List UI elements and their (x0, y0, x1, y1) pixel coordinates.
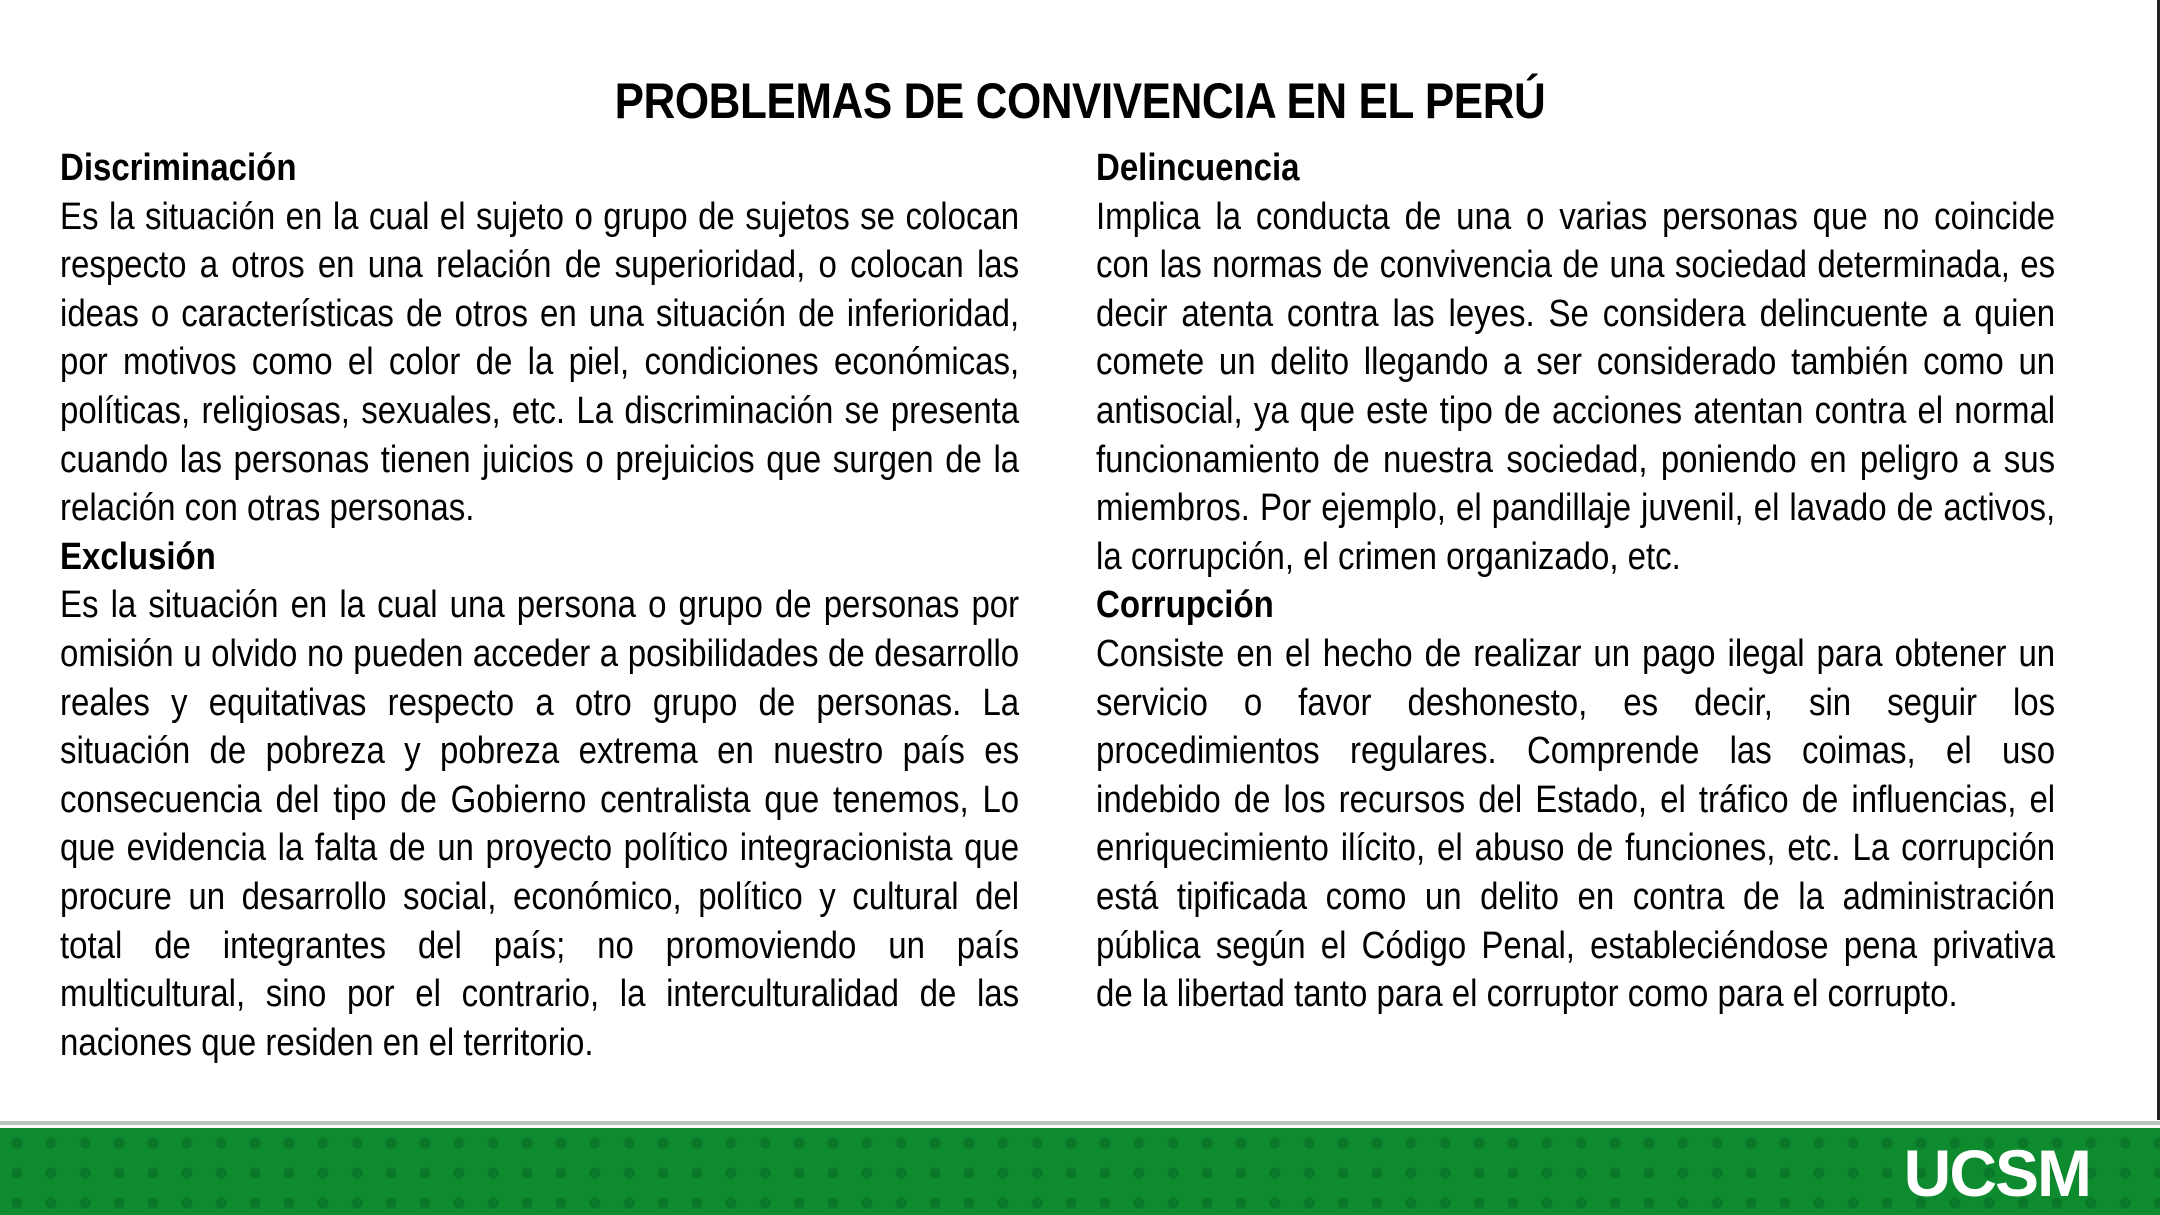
section-text-corrupcion: Consiste en el hecho de realizar un pago ilegal para obtener un servicio o favor deshonesto, es decir, sin seguir los procedimientos regulares. Comprende las coimas, el uso indebido de los recursos del Estado, el tráfico de influencias, el enriquecimiento ilícito, el abuso de funciones, etc. La corrupción está tipificada como un delito en contra de la administración pública según el Código Penal, estableciéndose pena privativa de la libertad tanto para el corruptor como para el corrupto. (1096, 632, 2056, 1016)
left-column (60, 144, 1019, 1067)
page-title: PROBLEMAS DE CONVIVENCIA EN EL PERÚ (614, 73, 1546, 129)
right-column (1096, 144, 2055, 1019)
section-heading-exclusion: Exclusión (60, 535, 216, 578)
section-text-discriminacion: Es la situación en la cual el sujeto o grupo de sujetos se colocan respecto a otros en una relación de superioridad, o colocan las ideas o características de otros en una situación de inferioridad, por motivos como el color de la piel, condiciones económicas, políticas, religiosas, sexuales, etc. La discriminación se presenta cuando las personas tienen juicios o prejuicios que surgen de la relación con otras personas. (60, 195, 1020, 530)
section-text-exclusion: Es la situación en la cual una persona o grupo de personas por omisión u olvido no pueden acceder a posibilidades de desarrollo reales y equitativas respecto a otro grupo de personas. La situación de pobreza y pobreza extrema en nuestro país es consecuencia del tipo de Gobierno centralista que tenemos, Lo que evidencia la falta de un proyecto político integracionista que procure un desarrollo social, económico, político y cultural del total de integrantes del país; no promoviendo un país multicultural, sino por el contrario, la interculturalidad de las naciones que residen en el territorio. (60, 584, 1020, 1064)
section-heading-delincuencia: Delincuencia (1096, 147, 1300, 189)
section-heading-discriminacion: Discriminación (60, 147, 297, 189)
section-heading-corrupcion: Corrupción (1096, 584, 1274, 627)
section-text-delincuencia: Implica la conducta de una o varias personas que no coincide con las normas de convivencia de una sociedad determinada, es decir atenta contra las leyes. Se considera delincuente a quien comete un delito llegando a ser considerado también como un antisocial, ya que este tipo de acciones atentan contra el normal funcionamiento de nuestra sociedad, poniendo en peligro a sus miembros. Por ejemplo, el pandillaje juvenil, el lavado de activos, la corrupción, el crimen organizado, etc. (1096, 195, 2056, 578)
footer-band (0, 1128, 2160, 1215)
ucsm-logo: UCSM (1903, 1136, 2090, 1210)
footer-divider (0, 1121, 2160, 1125)
